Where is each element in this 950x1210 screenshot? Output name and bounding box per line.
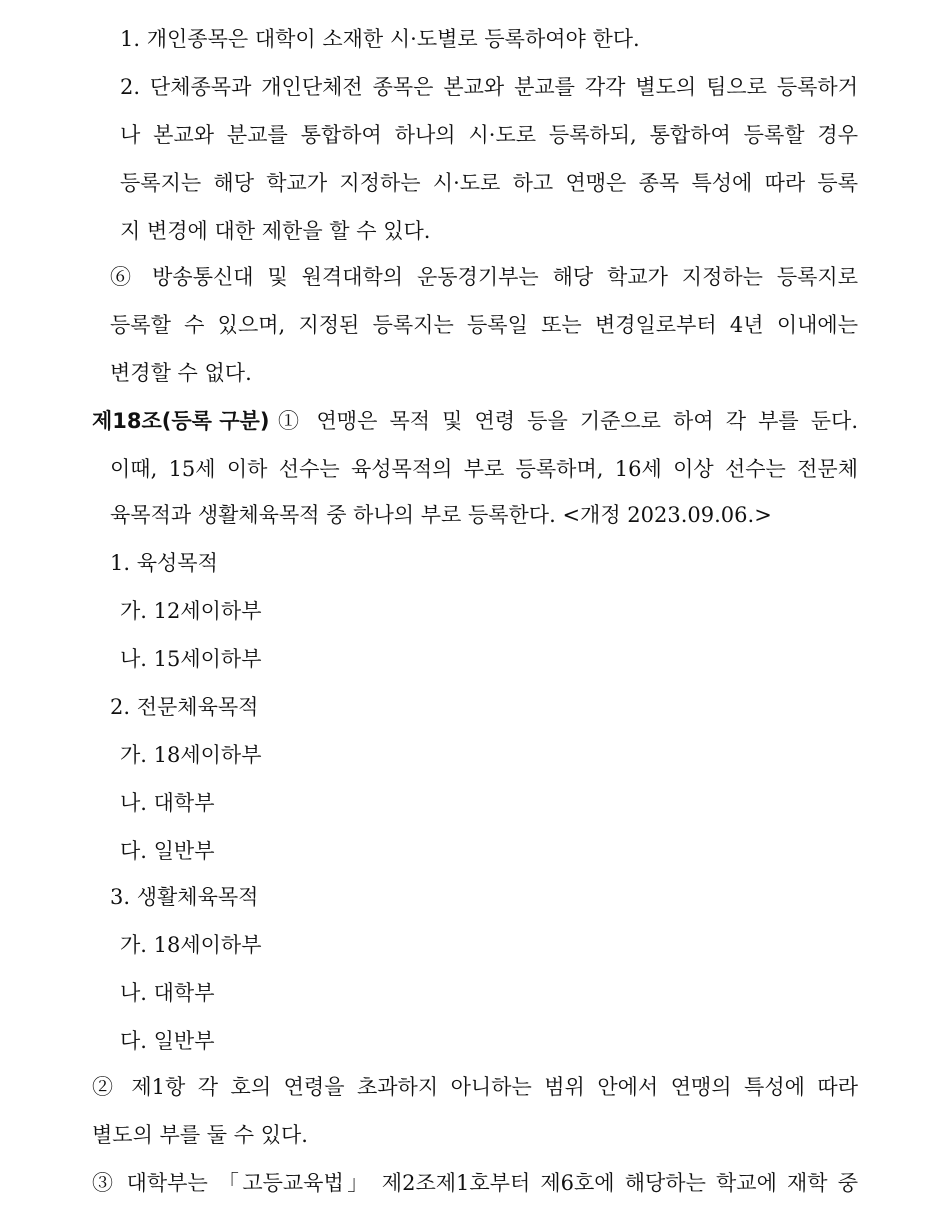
list-item: 나. 15세이하부: [120, 647, 262, 671]
paragraph-line: 등록할 수 있으며, 지정된 등록지는 등록일 또는 변경일로부터 4년 이내에는: [110, 313, 858, 337]
list-item: 가. 18세이하부: [120, 933, 262, 957]
paragraph-line: 나 본교와 분교를 통합하여 하나의 시·도로 등록하되, 통합하여 등록할 경우: [120, 123, 858, 147]
paragraph-line: 1. 개인종목은 대학이 소재한 시·도별로 등록하여야 한다.: [120, 27, 640, 51]
paragraph-line: 이때, 15세 이하 선수는 육성목적의 부로 등록하며, 16세 이상 선수는 전문체: [110, 457, 858, 481]
paragraph-line: ⑥ 방송통신대 및 원격대학의 운동경기부는 해당 학교가 지정하는 등록지로: [110, 265, 858, 289]
paragraph-line: 2. 단체종목과 개인단체전 종목은 본교와 분교를 각각 별도의 팀으로 등록하거: [120, 75, 858, 99]
list-item: 3. 생활체육목적: [110, 885, 259, 909]
list-item: 가. 12세이하부: [120, 599, 262, 623]
paragraph-line: 지 변경에 대한 제한을 할 수 있다.: [120, 219, 431, 243]
list-item: 2. 전문체육목적: [110, 695, 259, 719]
paragraph-line: ② 제1항 각 호의 연령을 초과하지 아니하는 범위 안에서 연맹의 특성에 따라: [92, 1075, 858, 1099]
list-item: 1. 육성목적: [110, 551, 218, 575]
list-item: 다. 일반부: [120, 839, 215, 863]
list-item: 다. 일반부: [120, 1029, 215, 1053]
article-heading: 제18조(등록 구분): [92, 409, 270, 433]
paragraph-line: 등록지는 해당 학교가 지정하는 시·도로 하고 연맹은 종목 특성에 따라 등록: [120, 171, 858, 195]
paragraph-line: ③ 대학부는 「고등교육법」 제2조제1호부터 제6호에 해당하는 학교에 재학 중: [92, 1171, 858, 1195]
list-item: 나. 대학부: [120, 791, 215, 815]
list-item: 나. 대학부: [120, 981, 215, 1005]
paragraph-line: 육목적과 생활체육목적 중 하나의 부로 등록한다. <개정 2023.09.06.>: [110, 503, 772, 527]
paragraph-line: ① 연맹은 목적 및 연령 등을 기준으로 하여 각 부를 둔다.: [278, 409, 858, 433]
paragraph-line: 변경할 수 없다.: [110, 361, 252, 385]
list-item: 가. 18세이하부: [120, 743, 262, 767]
paragraph-line: 별도의 부를 둘 수 있다.: [92, 1123, 308, 1147]
